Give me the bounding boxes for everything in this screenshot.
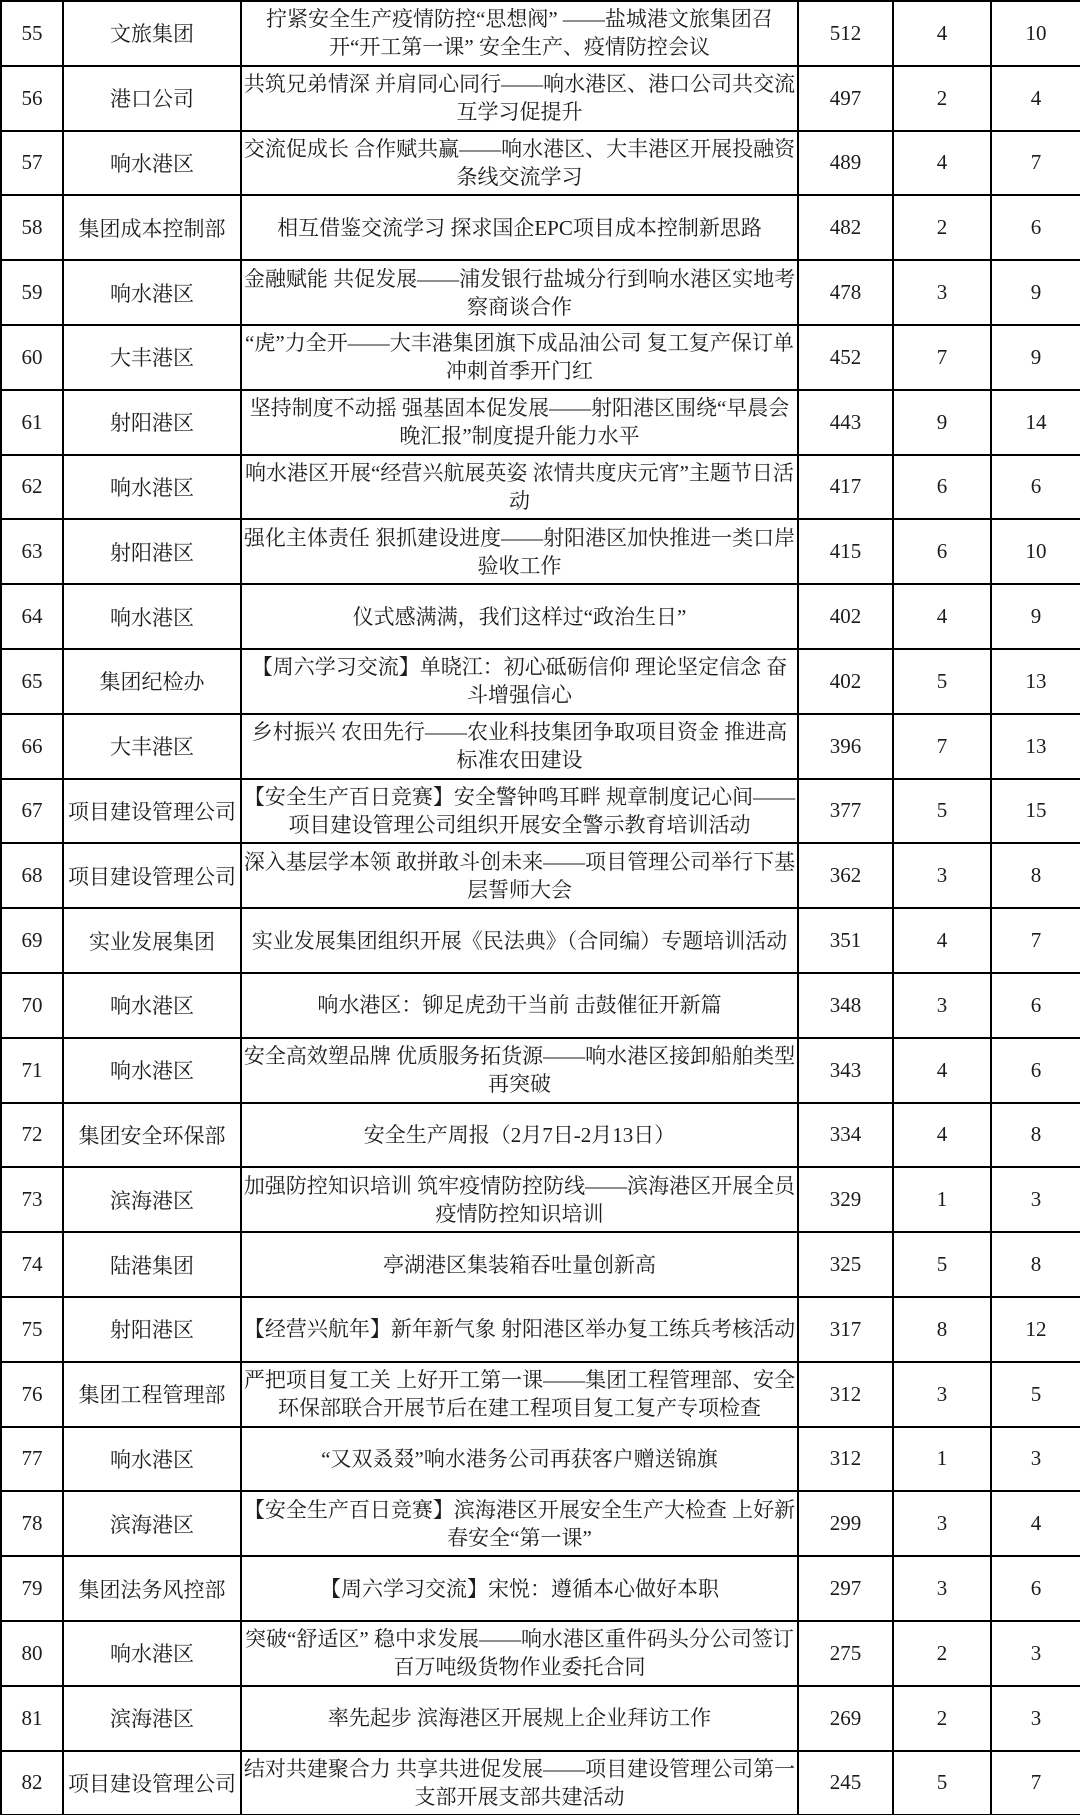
title-cell: 【经营兴航年】新年新气象 射阳港区举办复工练兵考核活动 — [241, 1297, 798, 1362]
title-cell: 坚持制度不动摇 强基固本促发展——射阳港区围绕“早晨会晚汇报”制度提升能力水平 — [241, 390, 798, 455]
metric3-cell: 10 — [991, 1, 1080, 66]
table-row — [1, 66, 1080, 131]
title-cell: 【周六学习交流】宋悦：遵循本心做好本职 — [241, 1556, 798, 1621]
table-row — [1, 1686, 1080, 1751]
metric3-cell: 6 — [991, 1038, 1080, 1103]
table-row — [1, 195, 1080, 260]
metric3-cell: 12 — [991, 1297, 1080, 1362]
table-row — [1, 1, 1080, 66]
row-number-cell: 82 — [1, 1751, 63, 1815]
title-cell: 相互借鉴交流学习 探求国企EPC项目成本控制新思路 — [241, 195, 798, 260]
title-cell: 严把项目复工关 上好开工第一课——集团工程管理部、安全环保部联合开展节后在建工程项目复工复产专项检查 — [241, 1362, 798, 1427]
metric2-cell: 5 — [893, 779, 991, 844]
department-cell: 射阳港区 — [63, 519, 241, 584]
metric3-cell: 8 — [991, 1232, 1080, 1297]
metric3-cell: 6 — [991, 455, 1080, 520]
metric1-cell: 497 — [798, 66, 893, 131]
metric1-cell: 402 — [798, 584, 893, 649]
table-row — [1, 260, 1080, 325]
row-number-cell: 76 — [1, 1362, 63, 1427]
metric2-cell: 1 — [893, 1167, 991, 1232]
title-cell: 突破“舒适区” 稳中求发展——响水港区重件码头分公司签订百万吨级货物作业委托合同 — [241, 1621, 798, 1686]
department-cell: 陆港集团 — [63, 1232, 241, 1297]
metric3-cell: 6 — [991, 195, 1080, 260]
table-row — [1, 455, 1080, 520]
metric3-cell: 9 — [991, 325, 1080, 390]
department-cell: 项目建设管理公司 — [63, 843, 241, 908]
metric1-cell: 275 — [798, 1621, 893, 1686]
metric1-cell: 362 — [798, 843, 893, 908]
row-number-cell: 78 — [1, 1491, 63, 1556]
metric2-cell: 5 — [893, 1232, 991, 1297]
metric3-cell: 4 — [991, 66, 1080, 131]
title-cell: 实业发展集团组织开展《民法典》（合同编）专题培训活动 — [241, 908, 798, 973]
metric2-cell: 2 — [893, 1621, 991, 1686]
metric3-cell: 8 — [991, 843, 1080, 908]
metric1-cell: 351 — [798, 908, 893, 973]
metric1-cell: 489 — [798, 131, 893, 196]
department-cell: 项目建设管理公司 — [63, 1751, 241, 1815]
metric2-cell: 4 — [893, 1038, 991, 1103]
department-cell: 响水港区 — [63, 131, 241, 196]
row-number-cell: 57 — [1, 131, 63, 196]
metric1-cell: 312 — [798, 1362, 893, 1427]
metric3-cell: 6 — [991, 1556, 1080, 1621]
title-cell: 响水港区：铆足虎劲干当前 击鼓催征开新篇 — [241, 973, 798, 1038]
title-cell: 仪式感满满，我们这样过“政治生日” — [241, 584, 798, 649]
table-row — [1, 908, 1080, 973]
metric2-cell: 3 — [893, 260, 991, 325]
table-row — [1, 714, 1080, 779]
title-cell: 乡村振兴 农田先行——农业科技集团争取项目资金 推进高标准农田建设 — [241, 714, 798, 779]
table-row — [1, 131, 1080, 196]
row-number-cell: 58 — [1, 195, 63, 260]
metric1-cell: 334 — [798, 1103, 893, 1168]
metric2-cell: 5 — [893, 1751, 991, 1815]
metric1-cell: 443 — [798, 390, 893, 455]
department-cell: 响水港区 — [63, 1038, 241, 1103]
metric2-cell: 2 — [893, 195, 991, 260]
metric2-cell: 2 — [893, 1686, 991, 1751]
metric3-cell: 14 — [991, 390, 1080, 455]
metric2-cell: 9 — [893, 390, 991, 455]
metric3-cell: 10 — [991, 519, 1080, 584]
metric1-cell: 415 — [798, 519, 893, 584]
metric1-cell: 417 — [798, 455, 893, 520]
department-cell: 项目建设管理公司 — [63, 779, 241, 844]
metric3-cell: 7 — [991, 131, 1080, 196]
table-row — [1, 1297, 1080, 1362]
metric2-cell: 5 — [893, 649, 991, 714]
metric3-cell: 8 — [991, 1103, 1080, 1168]
row-number-cell: 66 — [1, 714, 63, 779]
metric1-cell: 343 — [798, 1038, 893, 1103]
department-cell: 集团工程管理部 — [63, 1362, 241, 1427]
metric3-cell: 9 — [991, 260, 1080, 325]
department-cell: 响水港区 — [63, 260, 241, 325]
row-number-cell: 60 — [1, 325, 63, 390]
metric3-cell: 13 — [991, 649, 1080, 714]
metric2-cell: 2 — [893, 66, 991, 131]
title-cell: 响水港区开展“经营兴航展英姿 浓情共度庆元宵”主题节日活动 — [241, 455, 798, 520]
title-cell: 【安全生产百日竞赛】安全警钟鸣耳畔 规章制度记心间——项目建设管理公司组织开展安全警示教育培训活动 — [241, 779, 798, 844]
metric3-cell: 15 — [991, 779, 1080, 844]
department-cell: 文旅集团 — [63, 1, 241, 66]
metric1-cell: 325 — [798, 1232, 893, 1297]
metric3-cell: 3 — [991, 1167, 1080, 1232]
table-row — [1, 519, 1080, 584]
metric3-cell: 7 — [991, 1751, 1080, 1815]
table-row — [1, 1103, 1080, 1168]
title-cell: 安全生产周报（2月7日-2月13日） — [241, 1103, 798, 1168]
metric1-cell: 348 — [798, 973, 893, 1038]
metric2-cell: 4 — [893, 1, 991, 66]
metric3-cell: 7 — [991, 908, 1080, 973]
department-cell: 响水港区 — [63, 1427, 241, 1492]
table-row — [1, 325, 1080, 390]
metric3-cell: 4 — [991, 1491, 1080, 1556]
row-number-cell: 72 — [1, 1103, 63, 1168]
title-cell: 共筑兄弟情深 并肩同心同行——响水港区、港口公司共交流互学习促提升 — [241, 66, 798, 131]
title-cell: 交流促成长 合作赋共赢——响水港区、大丰港区开展投融资条线交流学习 — [241, 131, 798, 196]
metric2-cell: 4 — [893, 131, 991, 196]
department-cell: 实业发展集团 — [63, 908, 241, 973]
title-cell: “又双叒叕”响水港务公司再获客户赠送锦旗 — [241, 1427, 798, 1492]
table-row — [1, 1621, 1080, 1686]
metric1-cell: 396 — [798, 714, 893, 779]
title-cell: 拧紧安全生产疫情防控“思想阀” ——盐城港文旅集团召开“开工第一课” 安全生产、疫情防控会议 — [241, 1, 798, 66]
row-number-cell: 71 — [1, 1038, 63, 1103]
title-cell: 亭湖港区集装箱吞吐量创新高 — [241, 1232, 798, 1297]
row-number-cell: 77 — [1, 1427, 63, 1492]
row-number-cell: 79 — [1, 1556, 63, 1621]
row-number-cell: 64 — [1, 584, 63, 649]
metric2-cell: 6 — [893, 519, 991, 584]
row-number-cell: 65 — [1, 649, 63, 714]
department-cell: 集团纪检办 — [63, 649, 241, 714]
metric2-cell: 3 — [893, 973, 991, 1038]
title-cell: 【安全生产百日竞赛】滨海港区开展安全生产大检查 上好新春安全“第一课” — [241, 1491, 798, 1556]
title-cell: 结对共建聚合力 共享共进促发展——项目建设管理公司第一支部开展支部共建活动 — [241, 1751, 798, 1815]
title-cell: 深入基层学本领 敢拼敢斗创未来——项目管理公司举行下基层誓师大会 — [241, 843, 798, 908]
metric1-cell: 478 — [798, 260, 893, 325]
department-cell: 集团法务风控部 — [63, 1556, 241, 1621]
metric2-cell: 6 — [893, 455, 991, 520]
title-cell: 加强防控知识培训 筑牢疫情防控防线——滨海港区开展全员疫情防控知识培训 — [241, 1167, 798, 1232]
metric1-cell: 269 — [798, 1686, 893, 1751]
department-cell: 集团安全环保部 — [63, 1103, 241, 1168]
title-cell: 【周六学习交流】单晓江：初心砥砺信仰 理论坚定信念 奋斗增强信心 — [241, 649, 798, 714]
department-cell: 响水港区 — [63, 1621, 241, 1686]
metric1-cell: 329 — [798, 1167, 893, 1232]
table-row — [1, 1038, 1080, 1103]
metric1-cell: 317 — [798, 1297, 893, 1362]
department-cell: 响水港区 — [63, 584, 241, 649]
title-cell: 金融赋能 共促发展——浦发银行盐城分行到响水港区实地考察商谈合作 — [241, 260, 798, 325]
metric2-cell: 4 — [893, 1103, 991, 1168]
row-number-cell: 81 — [1, 1686, 63, 1751]
row-number-cell: 73 — [1, 1167, 63, 1232]
metric1-cell: 482 — [798, 195, 893, 260]
row-number-cell: 63 — [1, 519, 63, 584]
department-cell: 大丰港区 — [63, 325, 241, 390]
department-cell: 集团成本控制部 — [63, 195, 241, 260]
table-row — [1, 1167, 1080, 1232]
metric2-cell: 8 — [893, 1297, 991, 1362]
row-number-cell: 59 — [1, 260, 63, 325]
row-number-cell: 74 — [1, 1232, 63, 1297]
table-row — [1, 1232, 1080, 1297]
metric2-cell: 3 — [893, 1556, 991, 1621]
metric1-cell: 312 — [798, 1427, 893, 1492]
row-number-cell: 67 — [1, 779, 63, 844]
metric2-cell: 4 — [893, 908, 991, 973]
metric2-cell: 1 — [893, 1427, 991, 1492]
metric3-cell: 13 — [991, 714, 1080, 779]
table-row — [1, 1556, 1080, 1621]
metric3-cell: 5 — [991, 1362, 1080, 1427]
department-cell: 响水港区 — [63, 973, 241, 1038]
table-row — [1, 584, 1080, 649]
table-body — [1, 1, 1080, 1815]
metric2-cell: 3 — [893, 1491, 991, 1556]
title-cell: 安全高效塑品牌 优质服务拓货源——响水港区接卸船舶类型再突破 — [241, 1038, 798, 1103]
department-cell: 响水港区 — [63, 455, 241, 520]
metric1-cell: 452 — [798, 325, 893, 390]
title-cell: 率先起步 滨海港区开展规上企业拜访工作 — [241, 1686, 798, 1751]
department-cell: 射阳港区 — [63, 390, 241, 455]
table-row — [1, 390, 1080, 455]
metric2-cell: 3 — [893, 1362, 991, 1427]
row-number-cell: 80 — [1, 1621, 63, 1686]
title-cell: 强化主体责任 狠抓建设进度——射阳港区加快推进一类口岸验收工作 — [241, 519, 798, 584]
row-number-cell: 70 — [1, 973, 63, 1038]
row-number-cell: 75 — [1, 1297, 63, 1362]
metric1-cell: 402 — [798, 649, 893, 714]
metric1-cell: 245 — [798, 1751, 893, 1815]
department-cell: 射阳港区 — [63, 1297, 241, 1362]
department-cell: 滨海港区 — [63, 1686, 241, 1751]
metric2-cell: 7 — [893, 714, 991, 779]
department-cell: 滨海港区 — [63, 1167, 241, 1232]
metric1-cell: 297 — [798, 1556, 893, 1621]
department-cell: 港口公司 — [63, 66, 241, 131]
row-number-cell: 55 — [1, 1, 63, 66]
table-row — [1, 1362, 1080, 1427]
table-row — [1, 973, 1080, 1038]
table-row — [1, 779, 1080, 844]
metric3-cell: 3 — [991, 1686, 1080, 1751]
metric3-cell: 3 — [991, 1621, 1080, 1686]
row-number-cell: 69 — [1, 908, 63, 973]
metric2-cell: 7 — [893, 325, 991, 390]
metric1-cell: 377 — [798, 779, 893, 844]
metric1-cell: 512 — [798, 1, 893, 66]
metric1-cell: 299 — [798, 1491, 893, 1556]
row-number-cell: 68 — [1, 843, 63, 908]
table-row — [1, 843, 1080, 908]
row-number-cell: 56 — [1, 66, 63, 131]
metric3-cell: 6 — [991, 973, 1080, 1038]
row-number-cell: 61 — [1, 390, 63, 455]
department-cell: 滨海港区 — [63, 1491, 241, 1556]
table-row — [1, 1491, 1080, 1556]
row-number-cell: 62 — [1, 455, 63, 520]
department-cell: 大丰港区 — [63, 714, 241, 779]
metric2-cell: 4 — [893, 584, 991, 649]
table-row — [1, 1751, 1080, 1815]
metric3-cell: 9 — [991, 584, 1080, 649]
table-row — [1, 1427, 1080, 1492]
table-row — [1, 649, 1080, 714]
metric3-cell: 3 — [991, 1427, 1080, 1492]
metric2-cell: 3 — [893, 843, 991, 908]
title-cell: “虎”力全开——大丰港集团旗下成品油公司 复工复产保订单 冲刺首季开门红 — [241, 325, 798, 390]
